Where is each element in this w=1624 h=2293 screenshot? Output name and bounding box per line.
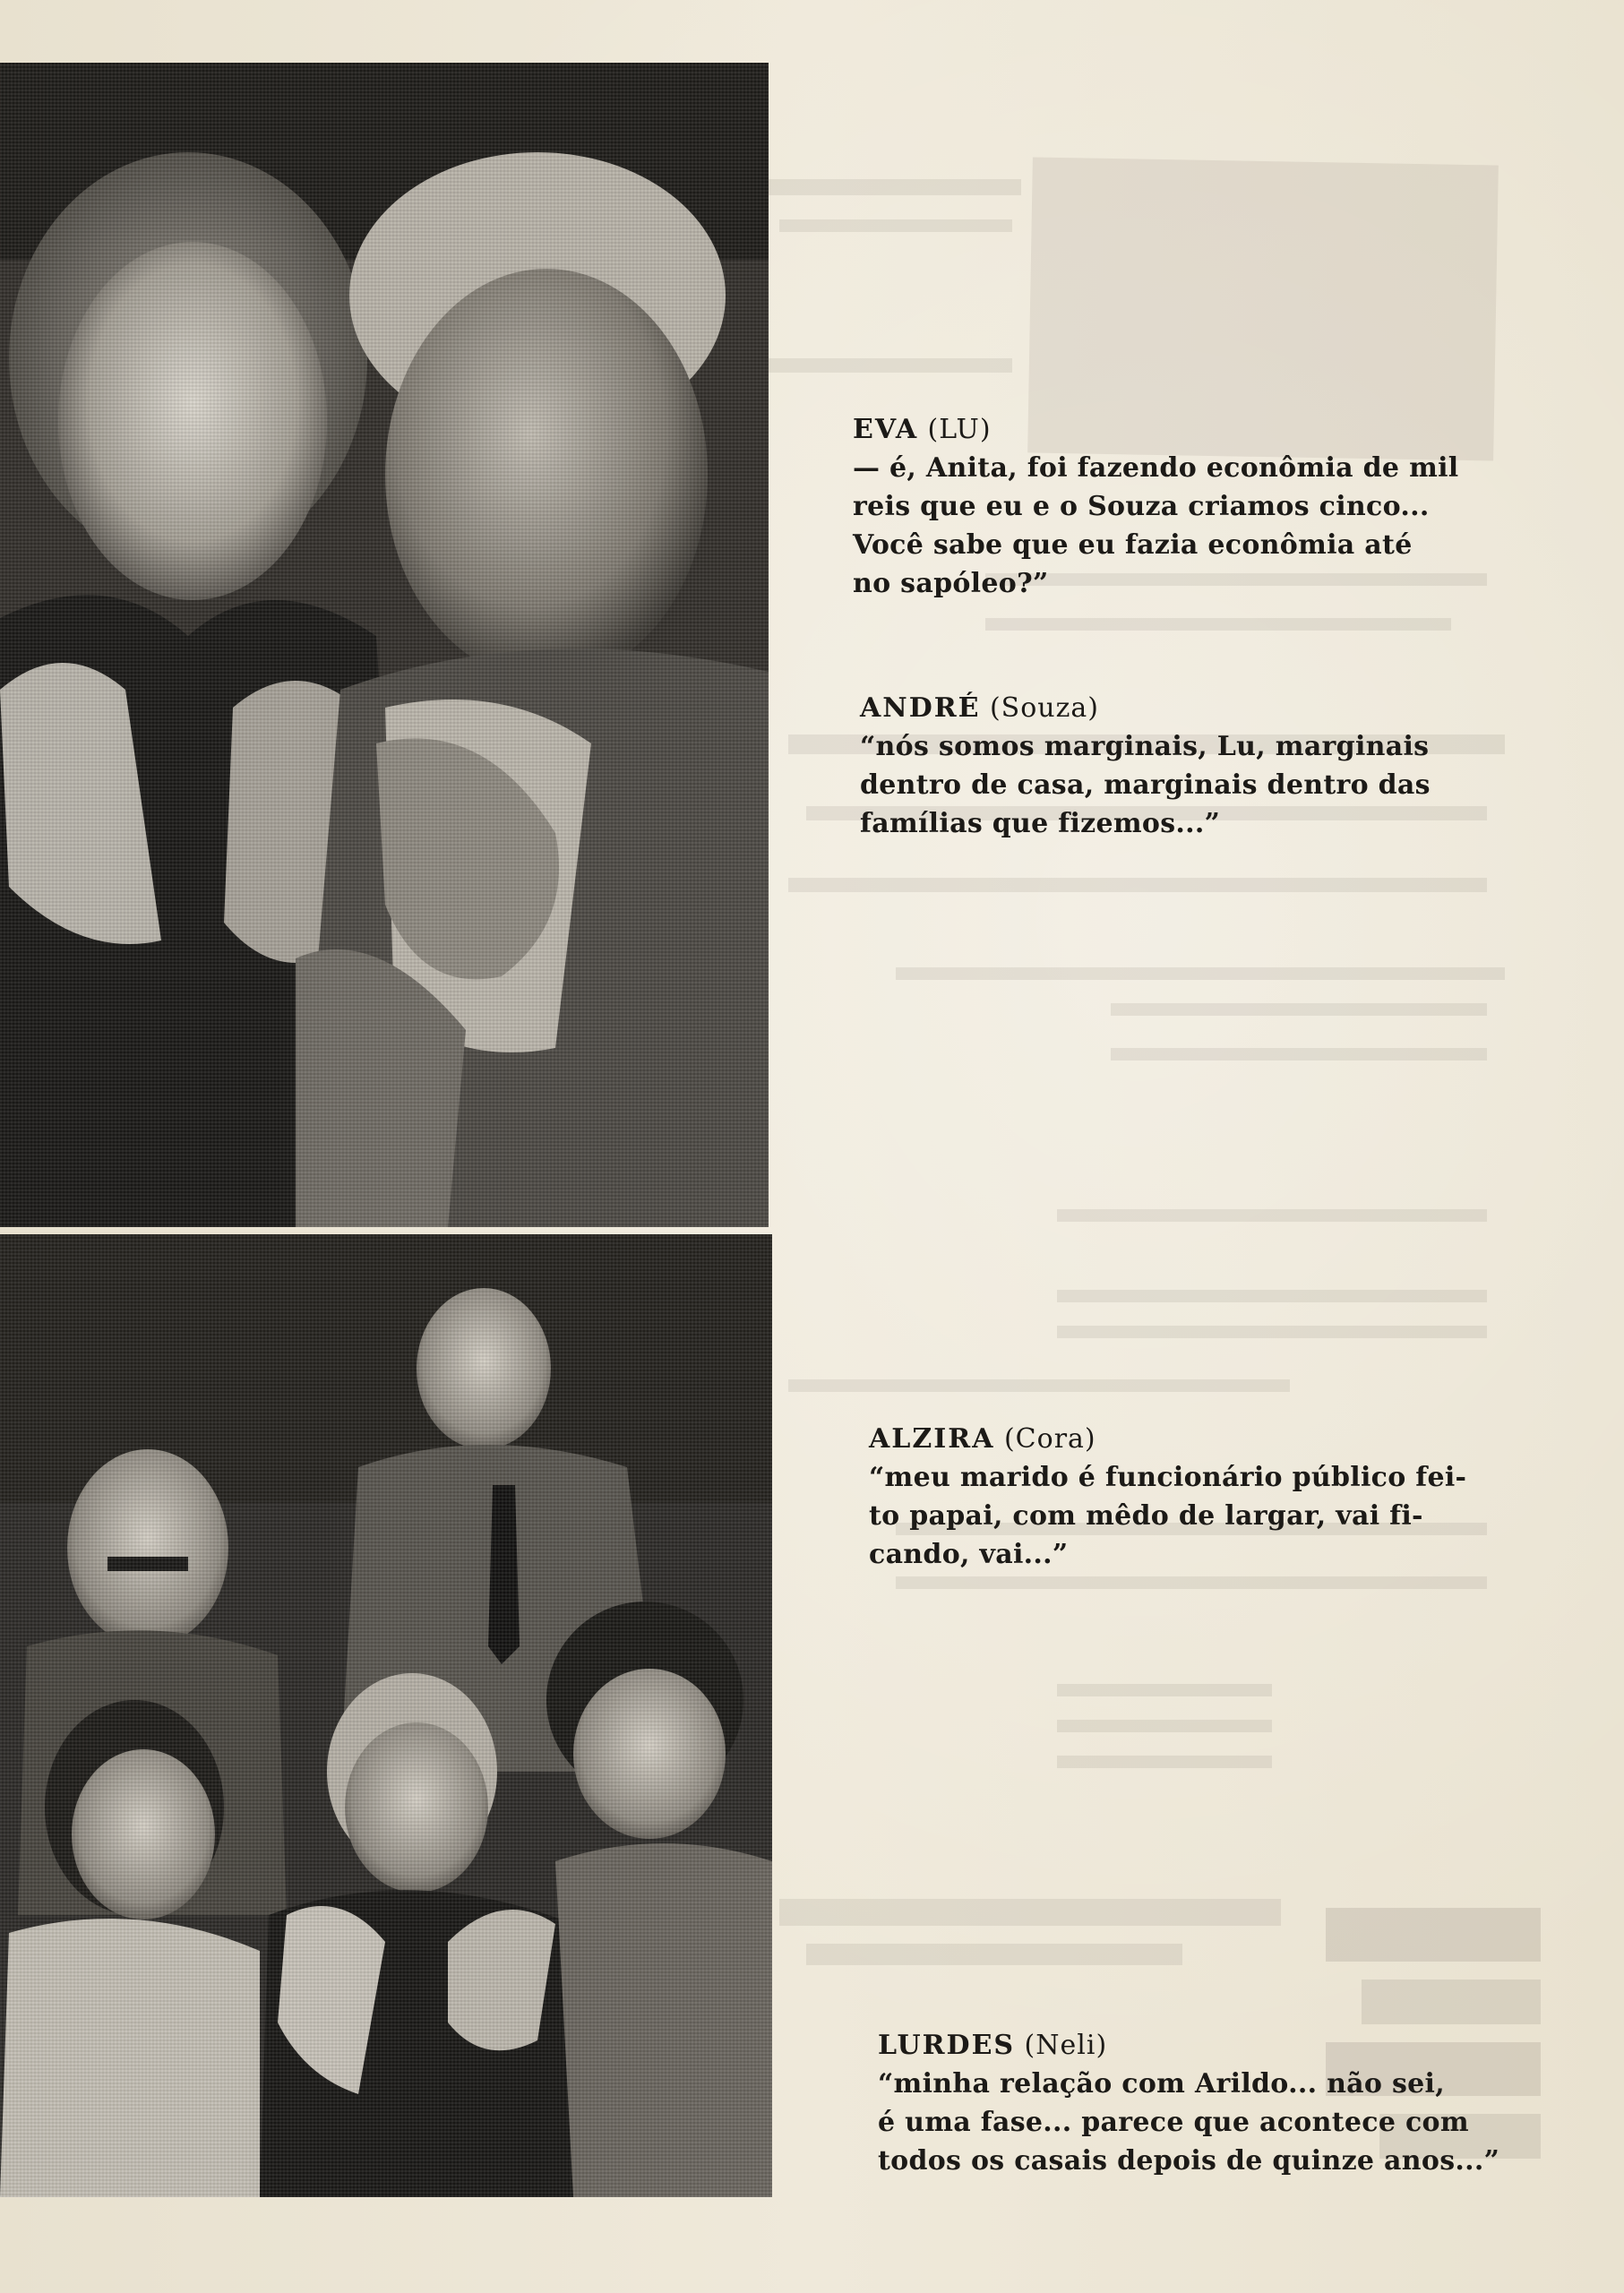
character-name: (Cora) — [1003, 1423, 1096, 1455]
character-name: (Souza) — [989, 692, 1100, 724]
caption-heading — [853, 410, 1498, 449]
caption-quote: “nós somos marginais, Lu, marginais dentro de casa, marginais dentro das famílias que fizemos...” — [860, 731, 1431, 839]
character-name: (Neli) — [1024, 2030, 1108, 2061]
caption-quote: “minha relação com Arildo... não sei, é uma fase... parece que acontece com todos os casais depois de quinze anos...” — [878, 2068, 1500, 2177]
actor-name: ANDRÉ — [860, 692, 981, 724]
caption-heading — [869, 1420, 1505, 1458]
photo-eva-andre — [0, 63, 769, 1227]
character-name: (LU) — [927, 414, 992, 445]
caption-andre — [860, 689, 1505, 843]
actor-name: ALZIRA — [869, 1423, 995, 1455]
caption-lurdes — [878, 2026, 1505, 2180]
caption-heading — [878, 2026, 1505, 2065]
caption-eva — [853, 410, 1498, 603]
caption-alzira — [869, 1420, 1505, 1574]
photo-group-cast — [0, 1234, 772, 2197]
caption-heading — [860, 689, 1505, 727]
caption-quote: — é, Anita, foi fazendo econômia de mil reis que eu e o Souza criamos cinco... Você sabe que eu fazia econômia até no sapóleo?” — [853, 452, 1459, 599]
actor-name: EVA — [853, 414, 919, 445]
caption-quote: “meu marido é funcionário público fei- to papai, com mêdo de largar, vai fi- cando, vai...” — [869, 1462, 1467, 1570]
actor-name: LURDES — [878, 2030, 1016, 2061]
